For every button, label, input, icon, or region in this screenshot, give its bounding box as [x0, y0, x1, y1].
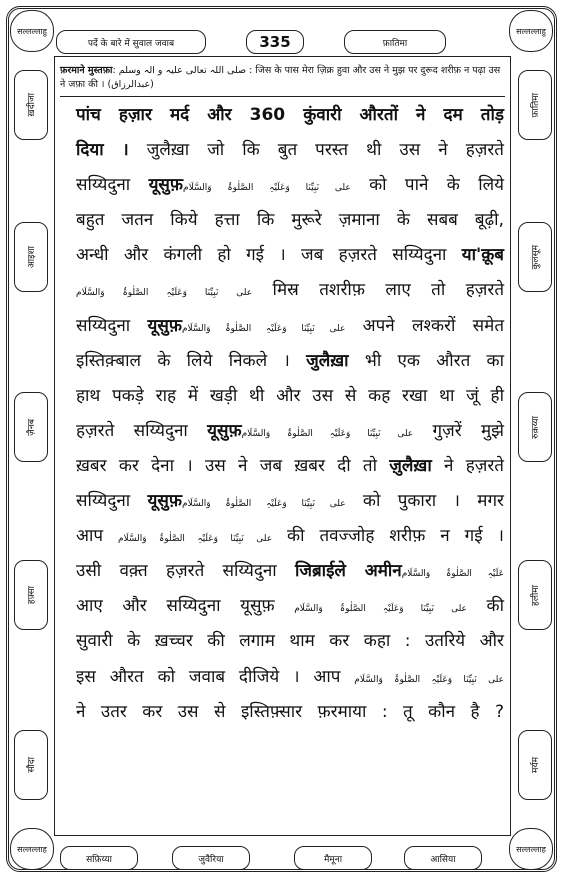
text-segment: की तवज्जोह शरीफ़ न गई । [272, 526, 504, 547]
emphasized-name: ज़ुलैख़ा [389, 455, 432, 476]
emphasized-name: जुलैख़ा [306, 350, 349, 371]
text-segment: अपने लश्करों समेत [345, 315, 505, 336]
arabic-salutation: علی نَبِیِّنَا وَعَلَیْہِ الصَّلٰوۃُ وَالسَّلَام [76, 288, 253, 299]
hadith-notice [60, 64, 505, 97]
text-segment: आप [76, 526, 118, 547]
left-tab-label: आइशा [26, 245, 37, 269]
text-segment: इस्तिक़्बाल के लिये निकले । [76, 350, 307, 371]
corner-label: सल्लल्लाह [17, 844, 47, 854]
emphasized-name: यूसुफ़ [207, 420, 242, 441]
emphasized-name: यूसुफ़ [147, 315, 182, 336]
left-tab-label: ख़दीजा [26, 93, 37, 117]
corner-seal-top-right [509, 10, 553, 52]
book-title-tab [56, 30, 206, 54]
emphasized-name: जिब्राईले अमीन [294, 561, 402, 582]
text-segment: हाथ पकड़े राह में खड़ी थी और उस से कह रखा था जूं ही [76, 385, 504, 406]
text-line [76, 589, 504, 624]
right-tab [518, 392, 552, 462]
text-segment: को पाने के लिये [350, 175, 504, 196]
bottom-tab-label: जुवैरिया [198, 854, 224, 865]
text-segment: अन्धी और कंगली हो गई । जब हज़रते सय्यिदुना [76, 245, 462, 266]
text-segment: ने उतर कर उस से इस्तिफ़्सार फ़रमाया : तू कौन है ? [76, 701, 504, 722]
corner-label: सल्लल्लाहु [17, 26, 47, 36]
arabic-salutation: علی نَبِیِّنَا وَعَلَیْہِ الصَّلٰوۃُ وَالسَّلَام [117, 534, 273, 545]
corner-seal-top-left [10, 10, 54, 52]
text-segment: की [466, 596, 505, 617]
right-tab-label: फ़ातिमा [530, 92, 541, 118]
right-tab-label: हलीमा [530, 584, 541, 606]
right-tab [518, 70, 552, 140]
left-tab-label: सौदा [26, 757, 37, 773]
text-segment: हज़रते सय्यिदुना [76, 420, 208, 441]
right-tab [518, 560, 552, 630]
right-tab-label: मर्यम [530, 757, 541, 773]
text-line [76, 344, 504, 379]
emphasized-name: यूसुफ़ [148, 175, 184, 196]
bottom-tab [60, 846, 138, 870]
bottom-tab [294, 846, 372, 870]
bottom-tab-label: सफ़िय्या [86, 854, 112, 865]
text-segment: आए और सय्यिदुना यूसुफ़ [76, 596, 295, 617]
bottom-tab-label: मैमूना [323, 854, 343, 865]
emphasized-name: या'क़ूब [461, 245, 504, 266]
text-segment: भी एक औरत का [348, 350, 504, 371]
left-tab [14, 730, 48, 800]
top-right-tab-label: फ़ातिमा [382, 38, 408, 49]
text-segment: मिस्र तशरीफ़ लाए तो हज़रते [252, 280, 505, 301]
text-segment: उसी वक़्त हज़रते सय्यिदुना [76, 561, 295, 582]
text-line [76, 238, 504, 273]
left-tab [14, 70, 48, 140]
corner-seal-bottom-left [10, 828, 54, 870]
arabic-salutation: علی نَبِیِّنَا وَعَلَیْہِ الصَّلٰوۃُ وَالسَّلَام [354, 674, 504, 685]
text-line [76, 379, 504, 414]
text-segment: इस औरत को जवाब दीजिये । आप [76, 666, 355, 687]
emphasized-name: पांच हज़ार मर्द और 360 कुंवारी औरतों ने दम तोड़ [76, 105, 504, 125]
notice-label: फ़रमाने मुस्तफ़ा [60, 65, 113, 76]
book-title: पर्दे के बारे में सुवाल जवाब [87, 38, 175, 49]
emphasized-name: दिया । [76, 140, 129, 161]
right-tab [518, 222, 552, 292]
left-tab-label: हफ़्सा [26, 585, 37, 605]
right-tab [518, 730, 552, 800]
text-line [76, 695, 504, 730]
text-segment: बहुत जतन किये हत्ता कि मुरूरे ज़माना के सबब बूढ़ी, [76, 210, 504, 231]
text-segment: जुलैख़ा जो कि बुत परस्त थी उस ने हज़रते [128, 140, 504, 161]
left-tab [14, 392, 48, 462]
body-text [76, 98, 504, 730]
text-line [76, 203, 504, 238]
arabic-salutation: علی نَبِیِّنَا وَعَلَیْہِ الصَّلٰوۃُ وَالسَّلَام [183, 183, 351, 194]
arabic-salutation: عَلَیْہِ الصَّلٰوۃُ وَالسَّلَام [401, 569, 504, 580]
emphasized-name: यूसुफ़ [147, 491, 182, 512]
notice-text: : صلی اللہ تعالی علیہ و الہ وسلم : जिस के पास मेरा ज़िक्र हुवा और उस ने मुझ पर दुरूद शरीफ़ न पढ़ा उस ने जफ़ा की । (عبدالرزاق) [60, 65, 501, 90]
text-line [76, 98, 504, 133]
text-line [76, 414, 504, 449]
page-number: 335 [259, 33, 291, 51]
text-segment: सय्यिदुना [76, 491, 148, 512]
text-line [76, 309, 504, 344]
arabic-salutation: علی نَبِیِّنَا وَعَلَیْہِ الصَّلٰوۃُ وَالسَّلَام [294, 604, 467, 615]
corner-seal-bottom-right [509, 828, 553, 870]
text-segment: को पुकारा । मगर [345, 491, 504, 512]
arabic-salutation: علی نَبِیِّنَا وَعَلَیْہِ الصَّلٰوۃُ وَالسَّلَام [182, 499, 346, 510]
text-segment: सय्यिदुना [76, 175, 149, 196]
bottom-tab-label: आसिया [430, 854, 456, 865]
text-segment: गुज़रें मुझे [413, 420, 504, 441]
text-line [76, 624, 504, 659]
top-right-tab [344, 30, 446, 54]
text-line [76, 449, 504, 484]
text-segment: सय्यिदुना [76, 315, 148, 336]
text-line [76, 168, 504, 203]
text-line [76, 519, 504, 554]
text-line [76, 660, 504, 695]
text-line [76, 554, 504, 589]
text-segment: ख़बर कर देना । उस ने जब ख़बर दी तो [76, 455, 390, 476]
text-segment: ने हज़रते [431, 455, 505, 476]
text-line [76, 133, 504, 168]
arabic-salutation: علی نَبِیِّنَا وَعَلَیْہِ الصَّلٰوۃُ وَالسَّلَام [241, 428, 414, 439]
left-tab [14, 560, 48, 630]
bottom-tab [172, 846, 250, 870]
left-tab [14, 222, 48, 292]
page-number-tab [246, 30, 304, 54]
text-segment: सुवारी के ख़च्चर की लगाम थाम कर कहा : उतरिये और [76, 631, 504, 652]
left-tab-label: ज़ैनब [26, 418, 37, 436]
right-tab-label: कुलसूम [530, 244, 541, 270]
arabic-salutation: علی نَبِیِّنَا وَعَلَیْہِ الصَّلٰوۃُ وَالسَّلَام [181, 323, 346, 334]
right-tab-label: रुक़य्या [530, 415, 541, 439]
text-line [76, 484, 504, 519]
corner-label: सल्लल्लाह [516, 844, 546, 854]
corner-label: सल्लल्लाहु [516, 26, 546, 36]
text-line [76, 273, 504, 308]
bottom-tab [404, 846, 482, 870]
